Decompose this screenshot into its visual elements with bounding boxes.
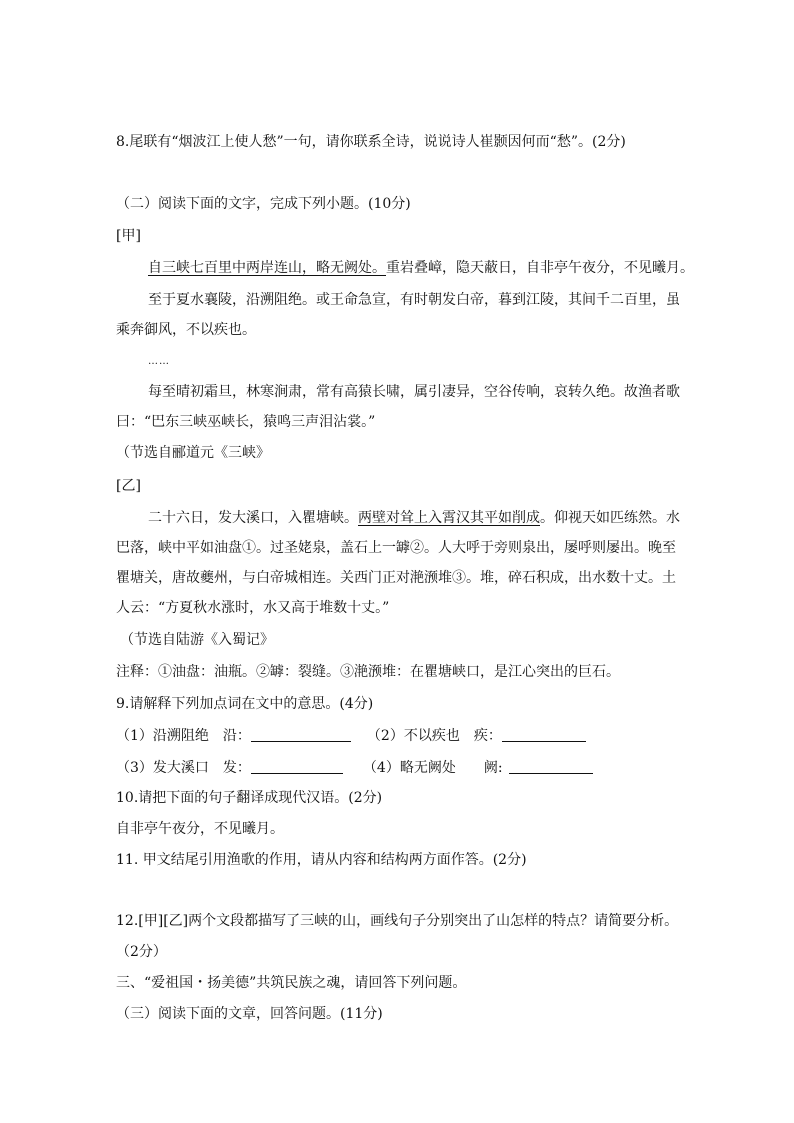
- section-2-heading: （二）阅读下面的文字，完成下列小题。(10分): [116, 196, 411, 212]
- question-10: 10.请把下面的句子翻译成现代汉语。(2分): [116, 790, 383, 806]
- question-9-item-2: （2）不以疾也 疾：: [366, 728, 502, 744]
- answer-blank-9-4[interactable]: [509, 759, 593, 774]
- answer-blank-9-1[interactable]: [251, 727, 351, 742]
- part-3-heading: 三、“爱祖国・扬美德”共筑民族之魂，请回答下列问题。: [116, 975, 467, 991]
- answer-blank-9-2[interactable]: [502, 727, 586, 742]
- passage-yi-paragraph-line-4: 人云：“方夏秋水涨时，水又高于堆数十丈。”: [116, 600, 390, 616]
- question-12-line-1: 12.[甲][乙]两个文段都描写了三峡的山，画线句子分别突出了山怎样的特点？请简要分析。: [116, 913, 679, 929]
- underlined-sentence-jia: 自三峡七百里中两岸连山，略无阙处。: [148, 260, 386, 276]
- passage-yi-paragraph-line-1: [148, 508, 680, 528]
- annotation-notes: 注释：①油盘：油瓶。②罅：裂缝。③滟滪堆：在瞿塘峡口，是江心突出的巨石。: [116, 664, 620, 680]
- question-10-sentence: 自非亭午夜分，不见曦月。: [116, 821, 284, 837]
- question-9-items-row-2: [116, 758, 593, 778]
- question-11: 11. 甲文结尾引用渔歌的作用，请从内容和结构两方面作答。(2分): [116, 852, 527, 868]
- passage-jia-paragraph-3-line-2: 曰：“巴东三峡巫峡长，猿鸣三声泪沾裳。”: [116, 414, 376, 430]
- passage-yi-text-b: 。仰视天如匹练然。水: [540, 510, 680, 526]
- passage-jia-paragraph-1-rest: 重岩叠嶂，隐天蔽日，自非亭午夜分，不见曦月。: [386, 260, 694, 276]
- passage-jia-paragraph-2-line-1: 至于夏水襄陵，沿溯阻绝。或王命急宣，有时朝发白帝，暮到江陵，其间千二百里，虽: [148, 292, 680, 308]
- underlined-sentence-yi: 两壁对耸上入霄汉其平如削成: [358, 510, 540, 526]
- answer-blank-9-3[interactable]: [251, 759, 343, 774]
- section-3-heading: （三）阅读下面的文章，回答问题。(11分): [116, 1006, 383, 1022]
- passage-jia-paragraph-1: [148, 258, 694, 278]
- question-9-item-4: （4）略无阙处 阙:: [362, 760, 503, 776]
- passage-yi-paragraph-line-3: 瞿塘关，唐故夔州，与白帝城相连。关西门正对滟滪堆③。堆，碎石积成，出水数十丈。土: [116, 570, 676, 586]
- question-9-items-row-1: [116, 726, 586, 746]
- passage-yi-label: [乙]: [116, 478, 141, 494]
- passage-jia-label: [甲]: [116, 228, 141, 244]
- passage-jia-source: （节选自郦道元《三峡》: [116, 445, 270, 461]
- ellipsis: ……: [148, 356, 170, 367]
- question-9: 9.请解释下列加点词在文中的意思。(4分): [116, 696, 374, 712]
- question-9-item-1: （1）沿溯阻绝 沿：: [116, 728, 251, 744]
- passage-yi-text-a: 二十六日，发大溪口，入瞿塘峡。: [148, 510, 358, 526]
- passage-yi-source: （节选自陆游《入蜀记》: [120, 632, 274, 648]
- passage-jia-paragraph-2-line-2: 乘奔御风，不以疾也。: [116, 322, 256, 338]
- question-9-item-3: （3）发大溪口 发：: [116, 760, 251, 776]
- passage-yi-paragraph-line-2: 巴落，峡中平如油盘①。过圣姥泉，盖石上一罅②。人大呼于旁则泉出，屡呼则屡出。晚至: [116, 540, 676, 556]
- question-8: 8.尾联有“烟波江上使人愁”一句，请你联系全诗，说说诗人崔颢因何而“愁”。(2分): [116, 134, 626, 150]
- passage-jia-paragraph-3-line-1: 每至晴初霜旦，林寒涧肃，常有高猿长啸，属引凄异，空谷传响，哀转久绝。故渔者歌: [148, 384, 680, 400]
- question-12-line-2: （2分）: [116, 944, 167, 960]
